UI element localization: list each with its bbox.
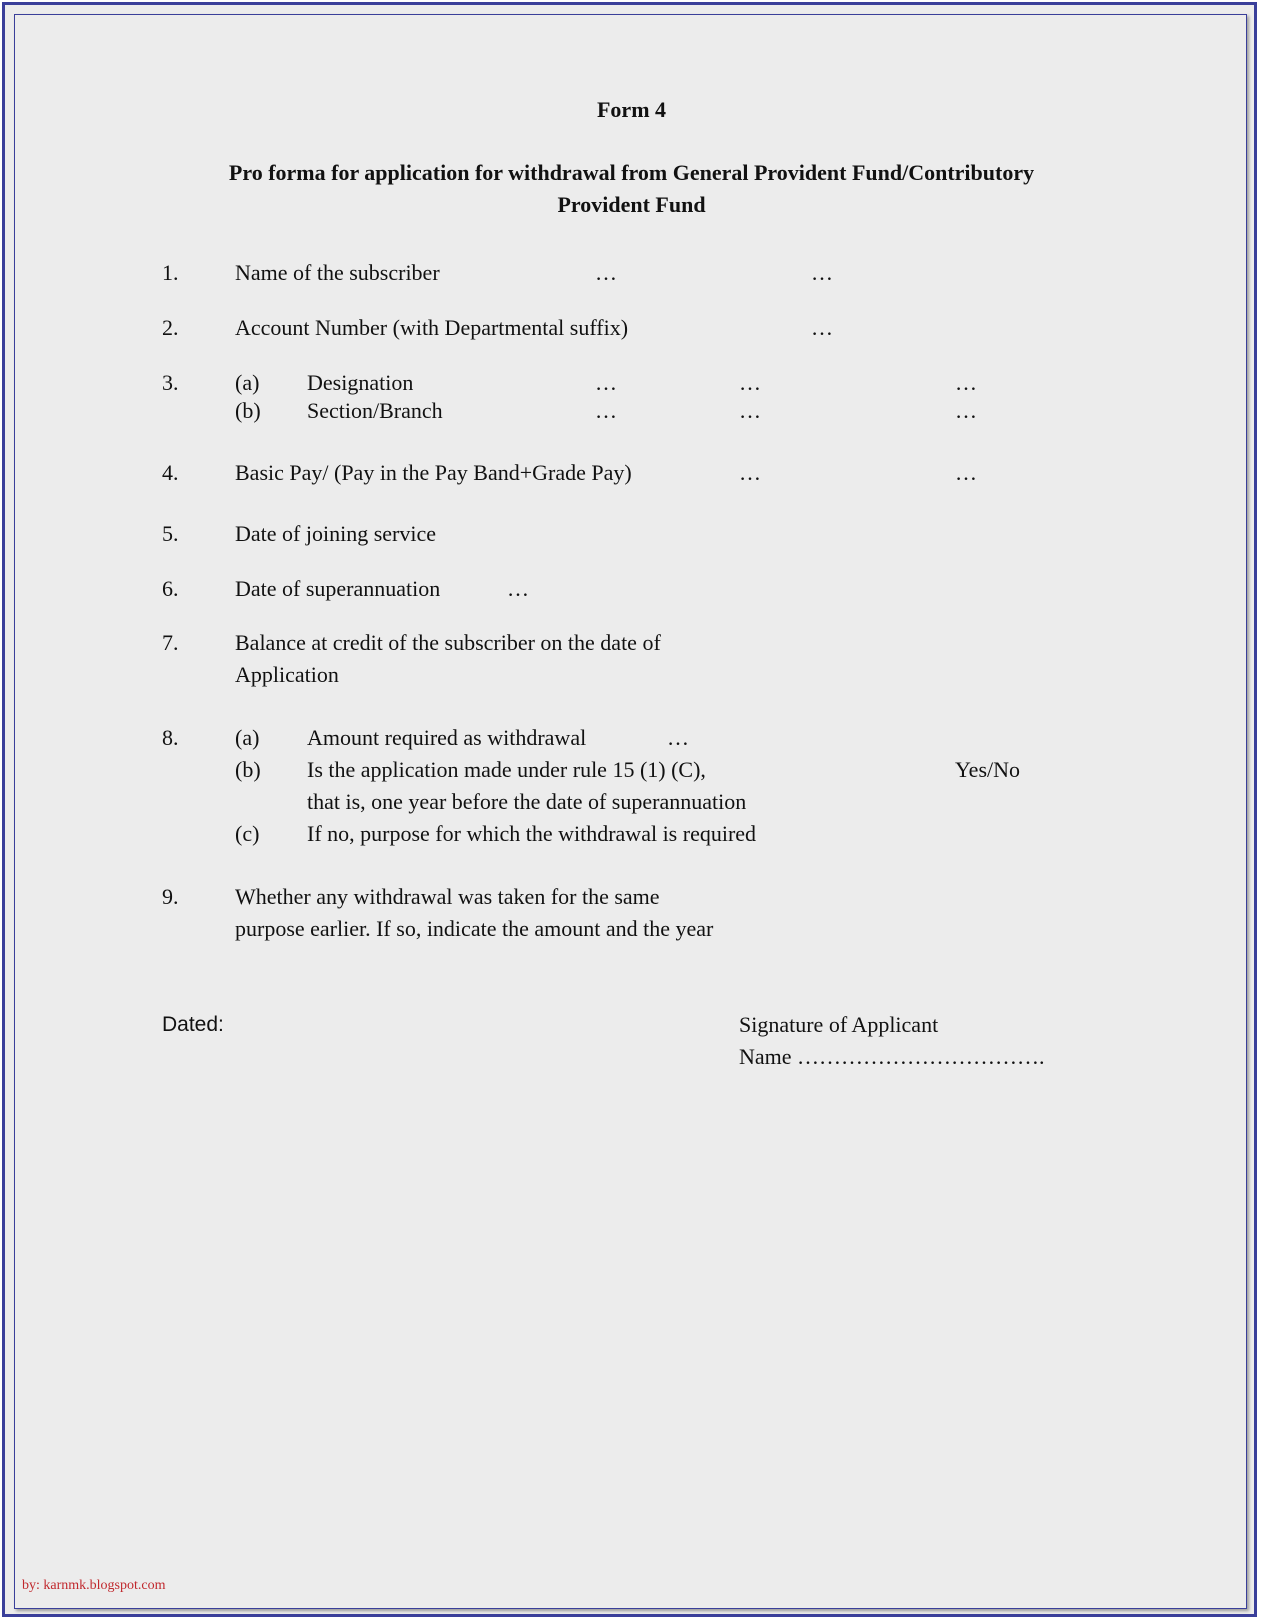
item-1-number: 1. <box>162 260 179 285</box>
item-7-label-line1: Balance at credit of the subscriber on the date of <box>235 630 661 655</box>
item-3a-label: Designation <box>307 370 414 395</box>
item-3a-dots: … <box>739 370 761 395</box>
item-8c-label: If no, purpose for which the withdrawal is required <box>307 821 757 846</box>
item-3a-dots: … <box>595 370 617 395</box>
watermark: by: karnmk.blogspot.com <box>22 1578 166 1593</box>
item-4-dots: … <box>955 460 977 485</box>
item-5-number: 5. <box>162 521 179 546</box>
dated-label: Dated: <box>162 1013 224 1036</box>
item-8b-letter: (b) <box>235 757 261 782</box>
item-9-label-line2: purpose earlier. If so, indicate the amount and the year <box>235 916 714 941</box>
item-3b-dots: … <box>739 398 761 423</box>
item-8a-letter: (a) <box>235 725 260 750</box>
form-title-line2: Provident Fund <box>557 192 706 217</box>
item-2-label: Account Number (with Departmental suffix) <box>235 315 629 340</box>
form-title-line1: Pro forma for application for withdrawal from General Provident Fund/Contributory <box>228 160 1035 185</box>
item-8b-answer: Yes/No <box>955 757 1021 782</box>
item-8-number: 8. <box>162 725 179 750</box>
form-number: Form 4 <box>596 97 667 122</box>
item-8c-letter: (c) <box>235 821 260 846</box>
item-7-label-line2: Application <box>235 662 339 687</box>
item-3a-letter: (a) <box>235 370 260 395</box>
item-6-label: Date of superannuation <box>235 576 441 601</box>
item-1-dots: … <box>595 260 617 285</box>
item-1-label: Name of the subscriber <box>235 260 440 285</box>
item-8b-label-line1: Is the application made under rule 15 (1) (C), <box>307 757 706 782</box>
item-7-number: 7. <box>162 630 179 655</box>
item-4-label: Basic Pay/ (Pay in the Pay Band+Grade Pay) <box>235 460 632 485</box>
item-4-dots: … <box>739 460 761 485</box>
item-3b-dots: … <box>595 398 617 423</box>
item-6-number: 6. <box>162 576 179 601</box>
signature-label: Signature of Applicant <box>739 1012 939 1037</box>
item-3a-dots: … <box>955 370 977 395</box>
item-9-label-line1: Whether any withdrawal was taken for the same <box>235 884 660 909</box>
item-3b-letter: (b) <box>235 398 261 423</box>
item-1-dots: … <box>811 260 833 285</box>
item-3-number: 3. <box>162 370 179 395</box>
item-6-dots: … <box>507 576 529 601</box>
item-3b-label: Section/Branch <box>307 398 443 423</box>
item-8a-label: Amount required as withdrawal <box>307 725 587 750</box>
item-2-dots: … <box>811 315 833 340</box>
item-2-number: 2. <box>162 315 179 340</box>
item-8a-dots: … <box>667 725 689 750</box>
item-8b-label-line2: that is, one year before the date of superannuation <box>307 789 747 814</box>
item-4-number: 4. <box>162 460 179 485</box>
item-3b-dots: … <box>955 398 977 423</box>
item-5-label: Date of joining service <box>235 521 436 546</box>
name-line: Name ……………………………. <box>739 1044 1045 1069</box>
item-9-number: 9. <box>162 884 179 909</box>
